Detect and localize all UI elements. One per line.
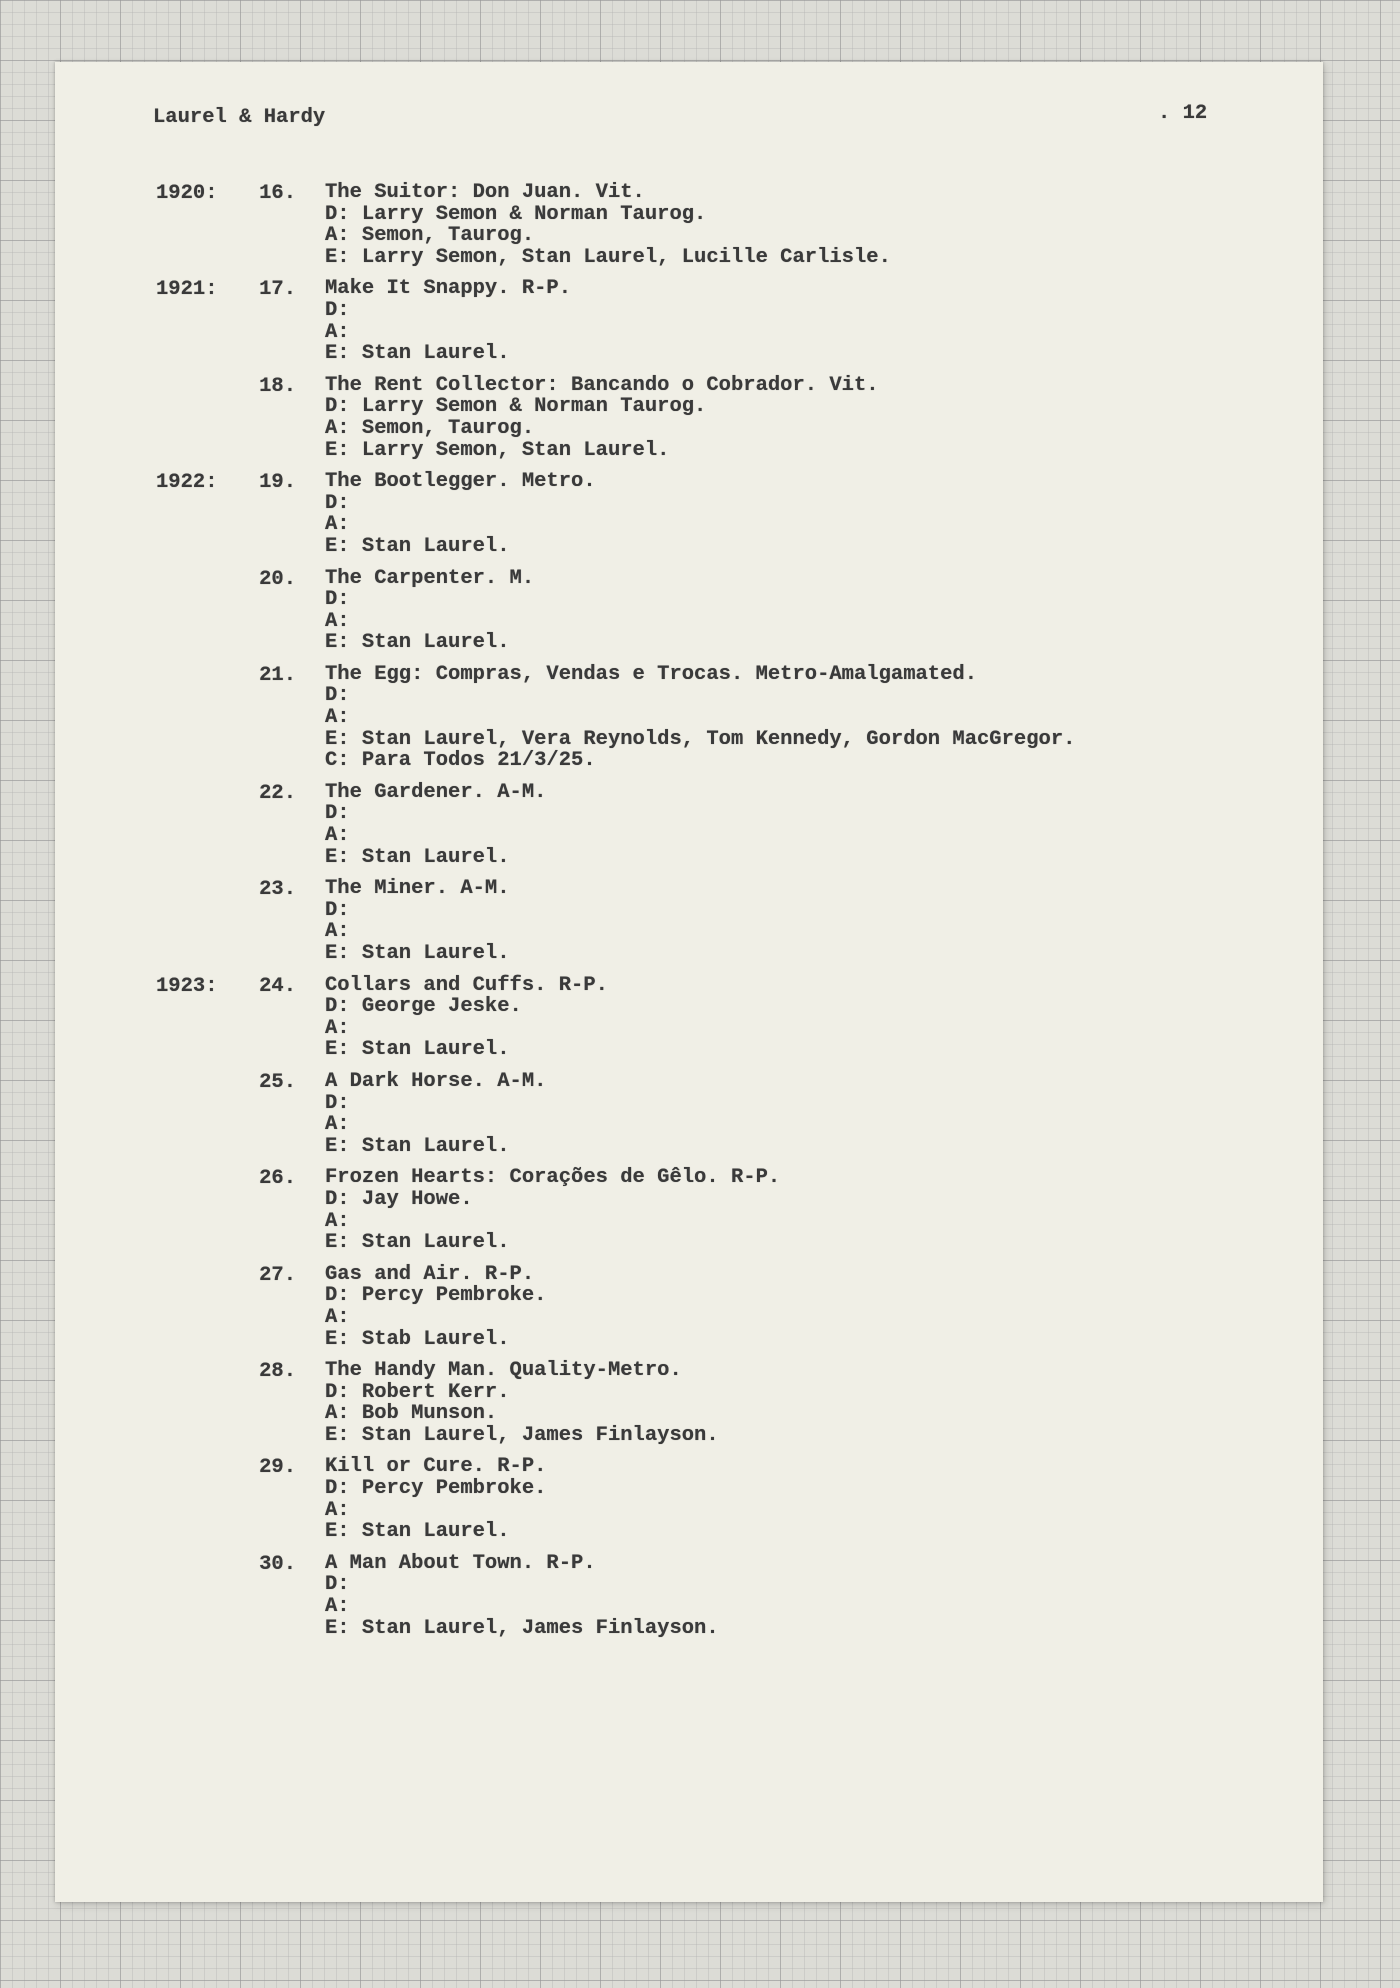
entry-credit-line: D: Larry Semon & Norman Taurog.	[325, 395, 707, 419]
entry-year: 1922:	[156, 471, 218, 495]
entry-credit-line: D: George Jeske.	[325, 995, 522, 1019]
entry-credit-line: E: Stan Laurel, James Finlayson.	[325, 1616, 719, 1640]
entry-body	[325, 471, 1323, 557]
entry-title: A Dark Horse. A-M.	[325, 1069, 547, 1093]
entry-number: 29.	[259, 1456, 296, 1480]
filmography-entry	[55, 975, 1323, 1061]
filmography-entry	[55, 878, 1323, 964]
entry-year: 1920:	[156, 182, 218, 205]
entry-body	[325, 1167, 1323, 1253]
filmography-entry	[55, 375, 1323, 461]
entry-number: 18.	[259, 374, 296, 398]
page-number: . 12	[1158, 102, 1208, 125]
filmography-entry	[55, 1264, 1323, 1350]
entry-number: 17.	[259, 278, 296, 302]
entry-credit-line: E: Stan Laurel.	[325, 342, 510, 366]
entry-body	[325, 568, 1323, 654]
entry-year: 1923:	[156, 974, 218, 998]
entry-credit-line: A:	[325, 1305, 350, 1329]
entry-credit-line: E: Stan Laurel, Vera Reynolds, Tom Kennedy, Gordon MacGregor.	[325, 727, 1076, 751]
entry-title: Frozen Hearts: Corações de Gêlo. R-P.	[325, 1166, 781, 1190]
entry-body	[325, 1360, 1323, 1446]
entry-title: Collars and Cuffs. R-P.	[325, 973, 608, 997]
entry-credit-line: E: Stab Laurel.	[325, 1327, 510, 1351]
entry-credit-line: E: Stan Laurel.	[325, 1520, 510, 1544]
entry-body	[325, 1071, 1323, 1157]
filmography-entry	[55, 1071, 1323, 1157]
entry-number: 27.	[259, 1263, 296, 1287]
filmography-entry	[55, 568, 1323, 654]
entry-credit-line: D:	[325, 1091, 350, 1115]
entry-title: The Handy Man. Quality-Metro.	[325, 1359, 682, 1383]
entry-title: The Carpenter. M.	[325, 566, 535, 590]
entry-credit-line: A:	[325, 609, 350, 633]
entry-credit-line: D: Percy Pembroke.	[325, 1284, 547, 1308]
entry-credit-line: A: Semon, Taurog.	[325, 416, 535, 440]
entry-number: 24.	[259, 974, 296, 998]
page-header-title: Laurel & Hardy	[153, 106, 326, 129]
entry-number: 16.	[259, 182, 296, 205]
entry-credit-line: A:	[325, 513, 350, 537]
entry-number: 22.	[259, 781, 296, 805]
entry-credit-line: E: Larry Semon, Stan Laurel, Lucille Carlisle.	[325, 245, 891, 269]
entry-number: 28.	[259, 1360, 296, 1384]
entry-credit-line: E: Stan Laurel.	[325, 631, 510, 655]
entry-credit-line: A:	[325, 824, 350, 848]
entry-body	[325, 1553, 1323, 1639]
entry-title: A Man About Town. R-P.	[325, 1551, 596, 1575]
entry-credit-line: E: Larry Semon, Stan Laurel.	[325, 438, 670, 462]
entry-number: 30.	[259, 1552, 296, 1576]
entry-credit-line: A:	[325, 920, 350, 944]
entry-body	[325, 1456, 1323, 1542]
entry-body	[325, 975, 1323, 1061]
entry-credit-line: A:	[325, 1016, 350, 1040]
entry-credit-line: E: Stan Laurel.	[325, 534, 510, 558]
entry-title: Kill or Cure. R-P.	[325, 1455, 547, 1479]
entry-credit-line: D:	[325, 684, 350, 708]
entry-title: The Egg: Compras, Vendas e Trocas. Metro-Amalgamated.	[325, 662, 978, 686]
entry-credit-line: D:	[325, 588, 350, 612]
entry-number: 20.	[259, 567, 296, 591]
entry-body	[325, 878, 1323, 964]
entry-credit-line: D:	[325, 491, 350, 515]
entry-credit-line: D:	[325, 898, 350, 922]
entry-credit-line: A:	[325, 320, 350, 344]
filmography-entry	[55, 471, 1323, 557]
entry-credit-line: A:	[325, 706, 350, 730]
filmography-entry	[55, 1553, 1323, 1639]
entry-credit-line: D:	[325, 802, 350, 826]
entry-credit-line: D:	[325, 298, 350, 322]
filmography-entry	[55, 782, 1323, 868]
entry-credit-line: A:	[325, 1209, 350, 1233]
entry-body	[325, 182, 1323, 268]
filmography-entry	[55, 278, 1323, 364]
filmography-entry	[55, 1167, 1323, 1253]
entry-year: 1921:	[156, 278, 218, 302]
entry-number: 26.	[259, 1167, 296, 1191]
entry-title: Gas and Air. R-P.	[325, 1262, 535, 1286]
filmography-entry	[55, 182, 1323, 268]
entry-credit-line: D:	[325, 1573, 350, 1597]
entry-body	[325, 375, 1323, 461]
entry-credit-line: D: Percy Pembroke.	[325, 1477, 547, 1501]
entry-body	[325, 782, 1323, 868]
entry-number: 23.	[259, 878, 296, 902]
entry-title: The Gardener. A-M.	[325, 780, 547, 804]
entry-number: 21.	[259, 663, 296, 687]
entry-credit-line: A: Bob Munson.	[325, 1402, 498, 1426]
entry-number: 25.	[259, 1070, 296, 1094]
entry-credit-line: A:	[325, 1113, 350, 1137]
entry-title: The Suitor: Don Juan. Vit.	[325, 181, 645, 204]
entry-body	[325, 1264, 1323, 1350]
filmography-list	[55, 182, 1323, 1649]
entry-credit-line: D: Robert Kerr.	[325, 1380, 510, 1404]
entry-title: The Bootlegger. Metro.	[325, 470, 596, 494]
entry-credit-line: E: Stan Laurel.	[325, 942, 510, 965]
entry-credit-line: E: Stan Laurel.	[325, 1231, 510, 1255]
entry-title: Make It Snappy. R-P.	[325, 277, 572, 301]
entry-title: The Miner. A-M.	[325, 877, 510, 901]
filmography-entry	[55, 1456, 1323, 1542]
entry-credit-line: E: Stan Laurel.	[325, 1134, 510, 1158]
entry-credit-line: D: Jay Howe.	[325, 1187, 473, 1211]
entry-body	[325, 664, 1323, 772]
entry-number: 19.	[259, 471, 296, 495]
filmography-entry	[55, 664, 1323, 772]
entry-credit-line: A:	[325, 1498, 350, 1522]
entry-title: The Rent Collector: Bancando o Cobrador. Vit.	[325, 373, 879, 397]
typed-page	[55, 62, 1323, 1902]
entry-credit-line: E: Stan Laurel.	[325, 845, 510, 869]
entry-credit-line: A: Semon, Taurog.	[325, 224, 535, 248]
entry-credit-line: D: Larry Semon & Norman Taurog.	[325, 202, 707, 226]
entry-credit-line: C: Para Todos 21/3/25.	[325, 749, 596, 773]
entry-credit-line: A:	[325, 1595, 350, 1619]
entry-body	[325, 278, 1323, 364]
entry-credit-line: E: Stan Laurel.	[325, 1038, 510, 1062]
entry-credit-line: E: Stan Laurel, James Finlayson.	[325, 1423, 719, 1447]
filmography-entry	[55, 1360, 1323, 1446]
